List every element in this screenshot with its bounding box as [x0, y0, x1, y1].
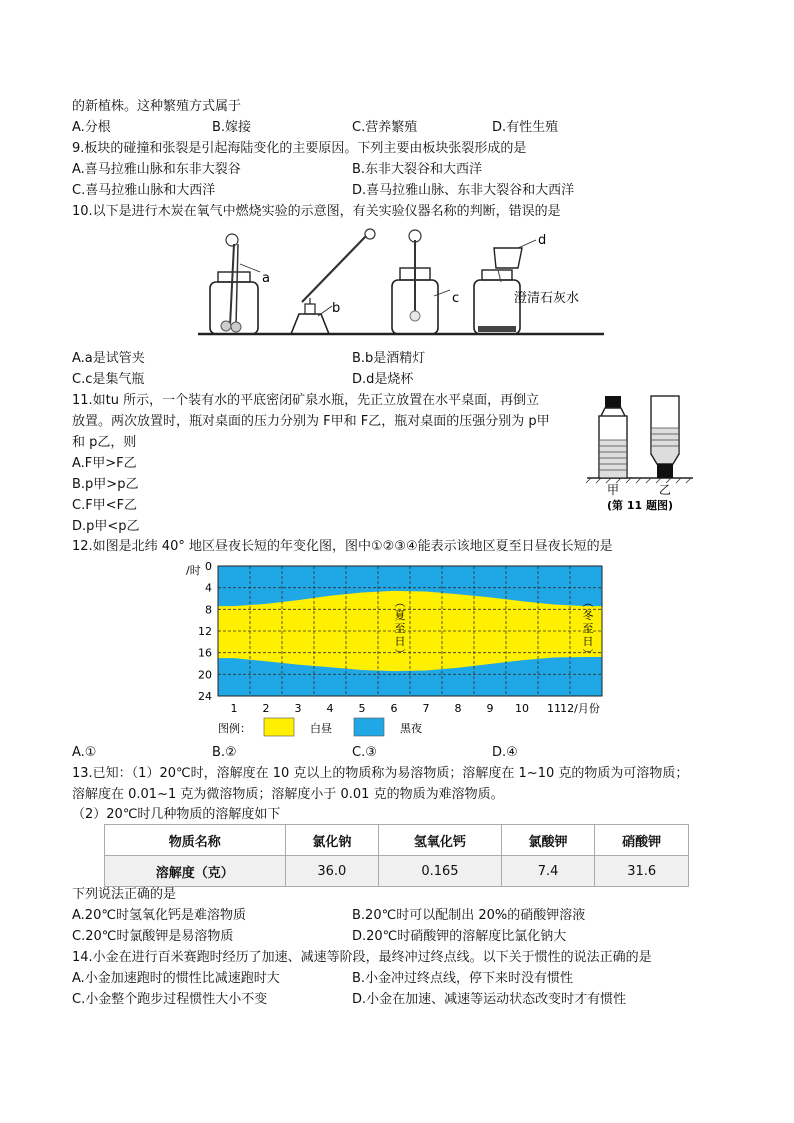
- legend-title: 图例：: [218, 722, 251, 735]
- table-cell: 7.4: [501, 856, 595, 887]
- q13-option-c: C.20℃时氯酸钾是易溶物质: [72, 929, 234, 944]
- q14-option-d: D.小金在加速、减速等运动状态改变时才有惯性: [352, 992, 627, 1007]
- q8-option-d: D.有性生殖: [492, 120, 559, 135]
- q11-stem-line2: 放置。两次放置时，瓶对桌面的压力分别为 F甲和 F乙，瓶对桌面的压强分别为 p甲: [72, 414, 550, 429]
- table-header-row: [105, 825, 689, 856]
- q9-stem: 9.板块的碰撞和张裂是引起海陆变化的主要原因。下列主要由板块张裂形成的是: [72, 141, 527, 156]
- q10-option-b: B.b是酒精灯: [352, 351, 426, 366]
- legend-day-swatch: [264, 718, 294, 736]
- q9-option-d: D.喜马拉雅山脉、东非大裂谷和大西洋: [352, 183, 575, 198]
- y-tick-label: 20: [198, 668, 212, 682]
- table-header-cell: 物质名称: [105, 825, 286, 856]
- q10-option-d: D.d是烧杯: [352, 372, 414, 387]
- q12-stem: 12.如图是北纬 40° 地区昼夜长短的年变化图，图中①②③④能表示该地区夏至日昼夜长短的是: [72, 539, 613, 554]
- gas-bottle-2: [392, 230, 450, 334]
- q12-option-a: A.①: [72, 745, 97, 760]
- table-cell: 36.0: [285, 856, 379, 887]
- q8-option-c: C.营养繁殖: [352, 120, 418, 135]
- label-b: b: [332, 301, 341, 316]
- x-tick-label: 10: [515, 702, 529, 715]
- q13-question: 下列说法正确的是: [72, 887, 177, 902]
- legend-night-label: 黑夜: [400, 722, 422, 735]
- q9-option-c: C.喜马拉雅山脉和大西洋: [72, 183, 216, 198]
- q8-option-a: A.分根: [72, 120, 111, 135]
- x-tick-label: 5: [358, 702, 366, 715]
- q8-option-b: B.嫁接: [212, 120, 252, 135]
- table-cell: 0.165: [379, 856, 502, 887]
- x-tick-label: 12/月份: [560, 702, 600, 715]
- table-row: [105, 856, 689, 887]
- q12-option-c: C.③: [352, 745, 377, 760]
- q12-option-b: B.②: [212, 745, 237, 760]
- q13-option-d: D.20℃时硝酸钾的溶解度比氯化钠大: [352, 929, 567, 944]
- table-header-cell: 氯酸钾: [501, 825, 595, 856]
- x-tick-label: 4: [326, 702, 334, 715]
- y-tick-label: 16: [198, 646, 212, 660]
- bottle-inverted: [651, 396, 679, 478]
- solubility-table: [104, 824, 689, 887]
- label-c: c: [452, 291, 460, 306]
- day-night-chart: [182, 556, 622, 741]
- y-tick-label: 4: [205, 581, 212, 595]
- x-tick-label: 3: [294, 702, 302, 715]
- q13-option-b: B.20℃时可以配制出 20%的硝酸钾溶液: [352, 908, 586, 923]
- label-yi: 乙: [658, 483, 672, 497]
- lime-water-label: 澄清石灰水: [514, 291, 580, 306]
- q11-bottle-figure: [585, 392, 695, 514]
- table-header-cell: 氯化钠: [285, 825, 379, 856]
- gas-bottle-1: [210, 234, 260, 334]
- summer-solstice-label: ︵夏至日︶: [394, 596, 406, 661]
- x-tick-label: 9: [486, 702, 494, 715]
- legend-night-swatch: [354, 718, 384, 736]
- x-tick-label: 7: [422, 702, 430, 715]
- gas-bottle-3: [474, 240, 536, 334]
- q9-option-a: A.喜马拉雅山脉和东非大裂谷: [72, 162, 241, 177]
- q14-option-a: A.小金加速跑时的惯性比减速跑时大: [72, 971, 280, 986]
- x-tick-label: 1: [230, 702, 238, 715]
- legend-day-label: 白昼: [310, 722, 332, 735]
- q13-stem-line2: 溶解度在 0.01~1 克为微溶物质；溶解度小于 0.01 克的物质为难溶物质。: [72, 787, 504, 802]
- x-tick-label: 11: [547, 702, 561, 715]
- y-tick-label: 24: [198, 690, 212, 703]
- q14-stem: 14.小金在进行百米赛跑时经历了加速、减速等阶段，最终冲过终点线。以下关于惯性的说法正确的是: [72, 950, 652, 965]
- x-tick-label: 2: [262, 702, 270, 715]
- q10-option-a: A.a是试管夹: [72, 351, 145, 366]
- table-header-cell: 硝酸钾: [595, 825, 689, 856]
- q13-option-a: A.20℃时氢氧化钙是难溶物质: [72, 908, 246, 923]
- table-row-label: 溶解度（克）: [105, 856, 286, 887]
- y-tick-label: 12: [198, 625, 212, 638]
- q11-option-a: A.F甲>F乙: [72, 456, 137, 471]
- table-cell: 31.6: [595, 856, 689, 887]
- q11-caption: (第 11 题图): [606, 499, 674, 512]
- q12-option-d: D.④: [492, 745, 518, 760]
- q14-option-b: B.小金冲过终点线，停下来时没有惯性: [352, 971, 574, 986]
- table-header-cell: 氢氧化钙: [379, 825, 502, 856]
- q10-option-c: C.c是集气瓶: [72, 372, 145, 387]
- q14-option-c: C.小金整个跑步过程惯性大小不变: [72, 992, 268, 1007]
- q11-stem-line3: 和 p乙，则: [72, 435, 137, 450]
- q11-option-c: C.F甲<F乙: [72, 498, 138, 513]
- q13-stem-line1: 13.已知：（1）20℃时，溶解度在 10 克以上的物质称为易溶物质；溶解度在 1~10 克的物质为可溶物质；: [72, 766, 689, 781]
- label-a: a: [262, 271, 270, 286]
- y-axis-label: /时: [186, 564, 201, 577]
- bottle-upright: [599, 396, 627, 478]
- q9-option-b: B.东非大裂谷和大西洋: [352, 162, 483, 177]
- intro-line: 的新植株。这种繁殖方式属于: [72, 99, 242, 114]
- q11-stem-line1: 11.如tu 所示，一个装有水的平底密闭矿泉水瓶，先正立放置在水平桌面，再倒立: [72, 393, 540, 408]
- x-tick-label: 6: [390, 702, 398, 715]
- x-tick-label: 8: [454, 702, 462, 715]
- label-jia: 甲: [606, 483, 620, 497]
- label-d: d: [538, 233, 547, 248]
- winter-solstice-label: ︵冬至日︶: [582, 596, 594, 661]
- y-tick-label: 0: [205, 560, 212, 573]
- alcohol-lamp: [291, 229, 375, 334]
- q11-option-b: B.p甲>p乙: [72, 477, 139, 492]
- y-tick-label: 8: [205, 603, 212, 617]
- q13-stem-line3: （2）20℃时几种物质的溶解度如下: [72, 807, 281, 822]
- q10-apparatus-figure: [196, 226, 606, 340]
- q11-option-d: D.p甲<p乙: [72, 519, 140, 534]
- q10-stem: 10.以下是进行木炭在氧气中燃烧实验的示意图，有关实验仪器名称的判断，错误的是: [72, 204, 561, 219]
